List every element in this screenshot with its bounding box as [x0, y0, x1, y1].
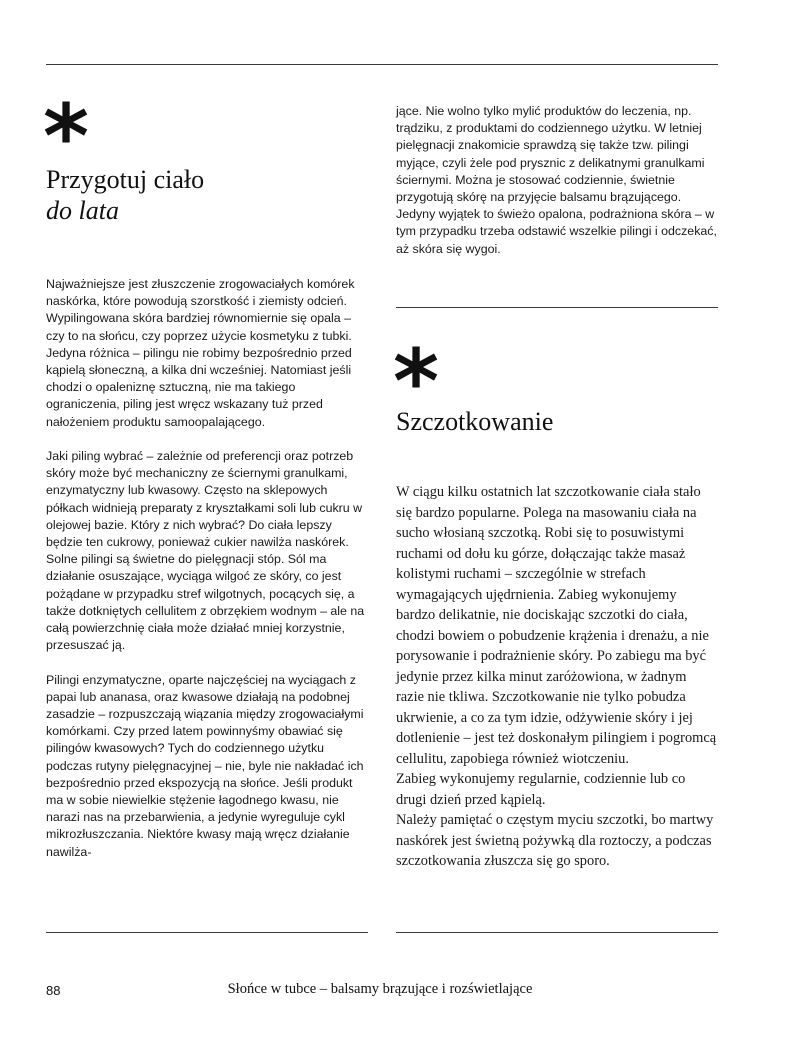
paragraph: Najważniejsze jest złuszczenie zrogowaciałych komórek naskórka, które powodują szorstkość i ziemisty odcień. Wypilingowana skóra bardziej równomiernie się opala – czy to na słońcu, czy poprzez użycie kosmetyku z tubki. Jedyna różnica – pilingu nie robimy bezpośrednio przed kąpielą słoneczną, a kilka dni wcześniej. Natomiast jeśli chodzi o opaleniznę sztuczną, nie ma takiego ograniczenia, piling jest wręcz wskazany tuż przed nałożeniem produktu samoopalającego.	[46, 277, 355, 429]
right-bottom-rule	[396, 932, 718, 933]
paragraph: Jaki piling wybrać – zależnie od preferencji oraz potrzeb skóry może być mechaniczny ze ściernymi granulkami, enzymatyczny lub kwasowy. Często na sklepowych półkach widnieją preparaty z kryształkami soli lub cukru w olejowej bazie. Który z nich wybrać? Do ciała lepszy będzie ten cukrowy, ponieważ cukier nawilża naskórek. Solne pilingi są świetne do pielęgnacji stóp. Sól ma działanie osuszające, wyciąga wilgoć ze skóry, co jest pożądane w przypadku stref wilgotnych, pocących się, a także dotkniętych cellulitem z obrzękiem wodnym – ale na całą powierzchnię ciała może działać mniej korzystnie, przesuszać ją.	[46, 449, 365, 653]
right-middle-rule	[396, 307, 718, 308]
section-title-line1: Przygotuj ciało	[46, 165, 205, 194]
paragraph: W ciągu kilku ostatnich lat szczotkowanie ciała stało się bardzo popularne. Polega na masowaniu ciała na sucho włosianą szczotką. Robi się to posuwistymi ruchami od dołu ku górze, dołączając także masaż kolistymi ruchami – szczególnie w strefach wymagających ujędrnienia. Zabieg wykonujemy bardzo delikatnie, nie dociskając szczotki do ciała, chodzi bowiem o pobudzenie krążenia i drenażu, a nie porysowanie i podrażnienie skóry. Po zabiegu ma być jedynie przez kilka minut zaróżowiona, w żadnym razie nie tkliwa. Szczotkowanie nie tylko pobudza ukrwienie, a co za tym idzie, odżywienie skóry i jej dotlenienie – jest też doskonałym pilingiem i pogromcą cellulitu, zapobiega również wiotczeniu.	[396, 484, 717, 767]
left-bottom-rule	[46, 932, 368, 933]
section-asterisk-left: *	[43, 85, 90, 188]
paragraph: jące. Nie wolno tylko mylić produktów do leczenia, np. trądziku, z produktami do codziennego użytku. W letniej pielęgnacji znakomicie sprawdzą się także tzw. pilingi myjące, czyli żele pod prysznic z delikatnymi granulkami ściernymi. Można je stosować codziennie, świetnie przygotują skórę na przyjęcie balsamu brązującego. Jedyny wyjątek to świeżo opalona, podrażniona skóra – w tym przypadku trzeba odstawić wszelkie pilingi i odczekać, aż skóra się wygoi.	[396, 104, 717, 256]
top-rule	[46, 64, 718, 65]
paragraph: Zabieg wykonujemy regularnie, codziennie lub co drugi dzień przed kąpielą.	[396, 771, 686, 808]
left-column-body	[46, 276, 368, 861]
section-asterisk-right: *	[393, 330, 440, 433]
section-title-left	[46, 164, 366, 226]
section-title-line2: do lata	[46, 196, 119, 225]
paragraph: Należy pamiętać o częstym myciu szczotki, bo martwy naskórek jest świetną pożywką dla roztoczy, a podczas szczotkowania złuszcza się go sporo.	[396, 812, 714, 869]
right-column-continuation	[396, 103, 718, 258]
right-column-body	[396, 482, 718, 872]
paragraph: Pilingi enzymatyczne, oparte najczęściej na wyciągach z papai lub ananasa, oraz kwasowe działają na podobnej zasadzie – rozpuszczają wiązania między zrogowaciałymi komórkami. Czy przed latem powinnyśmy obawiać się pilingów kwasowych? Tych do codziennego użytku podczas rutyny pielęgnacyjnej – nie, byle nie nakładać ich bezpośrednio przed ekspozycją na słońce. Jeśli produkt ma w sobie niewielkie stężenie łagodnego kwasu, nie narazi nas na przebarwienia, a jedynie wyreguluje cykl mikrozłuszczania. Niektóre kwasy mają wręcz działanie nawilża-	[46, 672, 364, 859]
page-number: 88	[46, 983, 61, 998]
running-title: Słońce w tubce – balsamy brązujące i rozświetlające	[227, 981, 533, 997]
section-title-right: Szczotkowanie	[396, 407, 554, 436]
